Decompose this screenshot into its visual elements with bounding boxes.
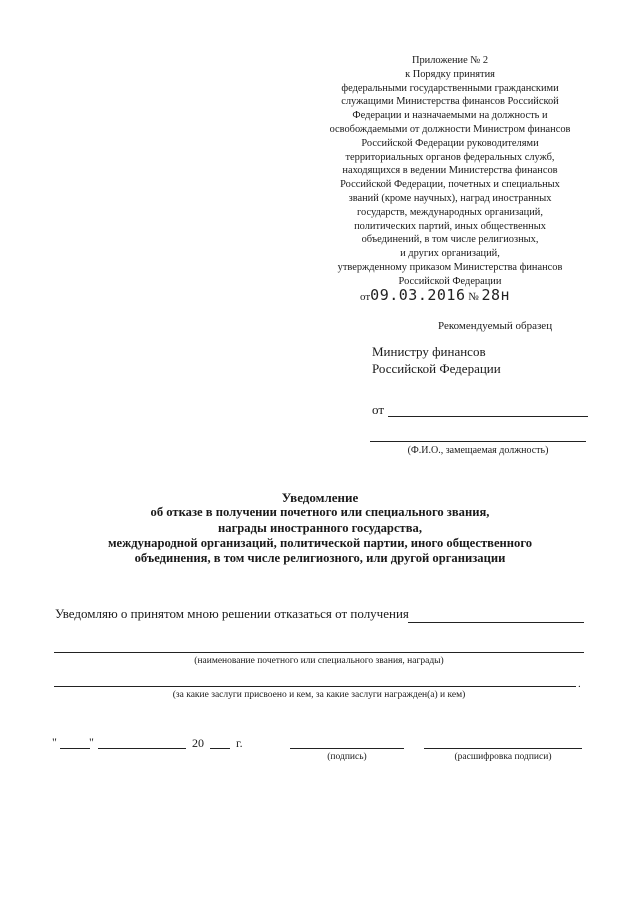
fio-caption: (Ф.И.О., замещаемая должность)	[407, 445, 549, 456]
appendix-line: к Порядку принятия	[405, 68, 495, 80]
year-suffix: г.	[236, 736, 243, 750]
document-title	[40, 490, 600, 566]
addressee-line-1: Министру финансов	[372, 344, 486, 359]
from-field-line	[388, 416, 588, 417]
order-date-number	[360, 286, 510, 304]
appendix-line: территориальных органов федеральных служб,	[345, 151, 555, 163]
signature-caption: (подпись)	[327, 752, 367, 762]
award-field-line-inline	[408, 622, 584, 623]
appendix-line: званий (кроме научных), наград иностранных	[348, 192, 552, 204]
order-date: 09.03.2016	[370, 286, 466, 304]
from-label: от	[372, 402, 385, 417]
appendix-line: и других организаций,	[400, 248, 500, 260]
appendix-header	[300, 54, 600, 289]
year-field-line	[210, 748, 230, 749]
recommended-sample-label: Рекомендуемый образец	[438, 320, 553, 332]
title-line: международной организаций, политической партии, иного общественного	[107, 535, 533, 550]
month-field-line	[98, 748, 186, 749]
signature-field-line	[290, 748, 404, 749]
appendix-line: Российской Федерации руководителями	[361, 137, 539, 149]
addressee	[372, 343, 501, 377]
merits-field-line	[54, 686, 576, 687]
appendix-line: Российской Федерации, почетных и специальных	[340, 179, 560, 191]
fio-field-line	[370, 441, 586, 442]
title-heading: Уведомление	[281, 490, 359, 505]
appendix-line: государств, международных организаций,	[357, 206, 543, 218]
appendix-line: Федерации и назначаемыми на должность и	[352, 110, 548, 122]
signature-decode-caption: (расшифровка подписи)	[454, 752, 552, 762]
title-line: награды иностранного государства,	[218, 520, 422, 535]
notify-text: Уведомляю о принятом мною решении отказаться от получения	[55, 606, 409, 621]
award-caption: (наименование почетного или специального звания, награды)	[194, 656, 444, 666]
merits-caption: (за какие заслуги присвоено и кем, за какие заслуги награжден(а) и кем)	[172, 690, 466, 700]
appendix-line: объединений, в том числе религиозных,	[361, 234, 539, 246]
appendix-line: Российской Федерации	[398, 275, 502, 287]
year-prefix: 20	[192, 736, 204, 750]
day-field-line	[60, 748, 90, 749]
appendix-line: федеральными государственными гражданскими	[341, 82, 559, 94]
number-prefix: №	[468, 291, 479, 303]
day-quote-open: "	[52, 735, 57, 749]
addressee-line-2: Российской Федерации	[372, 361, 501, 376]
merits-line-end-mark: .	[578, 678, 581, 690]
award-field-line	[54, 652, 584, 653]
day-quote-close: "	[89, 735, 94, 749]
order-number: 28н	[481, 286, 511, 304]
appendix-line: освобождаемыми от должности Министром финансов	[329, 123, 571, 135]
appendix-line: находящихся в ведении Министерства финансов	[342, 165, 558, 177]
title-line: об отказе в получении почетного или специального звания,	[150, 505, 490, 520]
title-line: объединения, в том числе религиозного, или другой организации	[134, 551, 506, 566]
appendix-line: служащими Министерства финансов Российской	[341, 96, 559, 108]
date-prefix: от	[360, 291, 371, 303]
appendix-line: Приложение № 2	[411, 55, 489, 66]
appendix-line: утвержденному приказом Министерства финансов	[337, 261, 563, 273]
signature-decode-field-line	[424, 748, 582, 749]
appendix-line: политических партий, иных общественных	[354, 220, 546, 232]
